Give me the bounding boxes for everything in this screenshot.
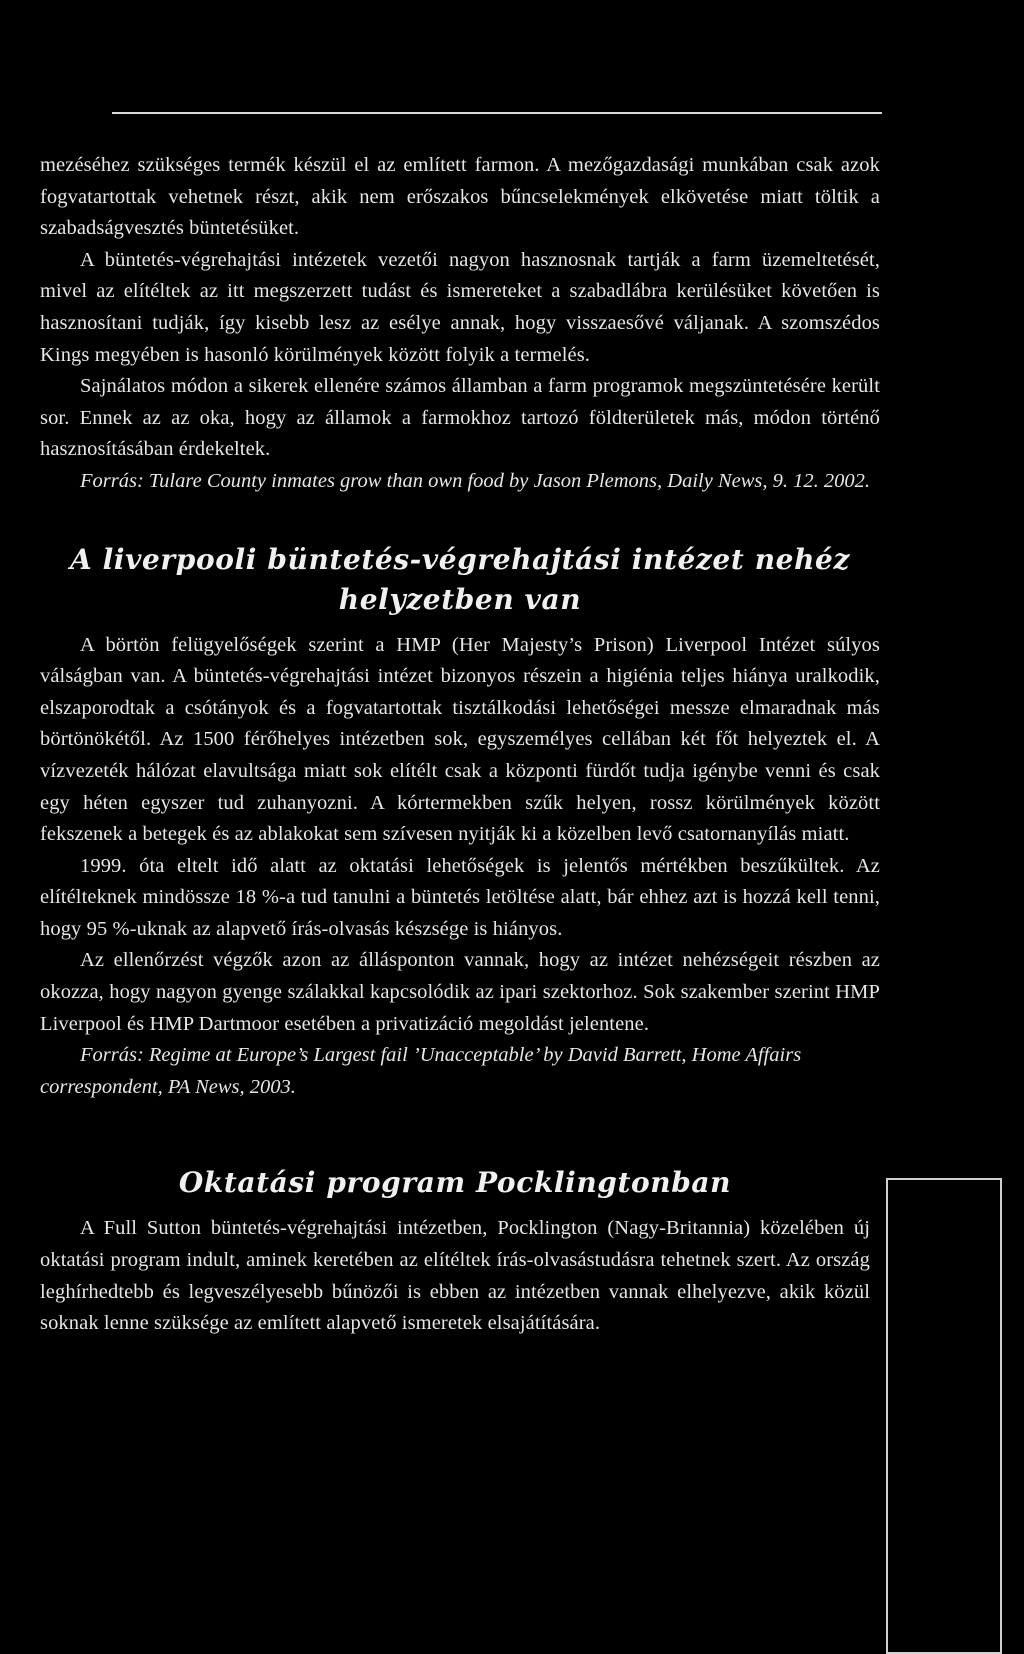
article-pocklington: [40, 1163, 870, 1339]
paragraph: Az ellenőrzést végzők azon az állásponton vannak, hogy az intézet nehézségeit részben az okozza, hogy nagyon gyenge szálakkal kapcsolódik az ipari szektorhoz. Sok szakember szerint HMP Liverpool és HMP Dartmoor esetében a privatizáció megoldást jelentene.: [40, 949, 880, 1035]
article-liverpool: [40, 540, 880, 1104]
article-title: Oktatási program Pocklingtonban: [178, 1166, 732, 1200]
top-rule: [112, 112, 882, 114]
paragraph: A börtön felügyelőségek szerint a HMP (Her Majesty’s Prison) Liverpool Intézet súlyos válságban van. A büntetés-végrehajtási intézet bizonyos részein a higiénia teljes hiánya uralkodik, elszaporodtak a csótányok és a fogvatartottak tisztálkodási lehetőségei messze elmaradnak más börtönökétől. Az 1500 férőhelyes intézetben sok, egyszemélyes cellában két főt helyeztek el. A vízvezeték hálózat elavultsága miatt sok elítélt csak a központi fürdőt tudja igénybe venni és csak egy héten egyszer tud zuhanyozni. A kórtermekben szűk helyen, rossz körülmények között fekszenek a betegek és az ablakokat sem szívesen nyitják ki a közelben levő csatornanyílás miatt.: [40, 633, 880, 846]
paragraph: A büntetés-végrehajtási intézetek vezetői nagyon hasznosnak tartják a farm üzemeltetését, mivel az elítéltek az itt megszerzett tudást és ismereteket a szabadlábra kerülésüket követően is hasznosítani tudják, így kisebb lesz az esélye annak, hogy visszaesővé váljanak. A szomszédos Kings megyében is hasonló körülmények között folyik a termelés.: [40, 248, 880, 366]
article-farm: [40, 150, 880, 498]
paragraph: Sajnálatos módon a sikerek ellenére számos államban a farm programok megszüntetésére került sor. Ennek az az oka, hogy az államok a farmokhoz tartozó földterületek más, módon történő hasznosításában érdekeltek.: [40, 375, 880, 461]
document-page: [40, 150, 880, 1340]
article-title: A liverpooli büntetés-végrehajtási intézet nehéz helyzetben van: [70, 542, 850, 616]
paragraph: mezéséhez szükséges termék készül el az említett farmon. A mezőgazdasági munkában csak azok fogvatartottak vehetnek részt, akik nem erőszakos bűncselekmények elkövetése miatt töltik a szabadságvesztés büntetésüket.: [40, 154, 880, 240]
source-citation: Forrás: Regime at Europe’s Largest fail ’Unacceptable’ by David Barrett, Home Affairs correspondent, PA News, 2003.: [40, 1044, 802, 1098]
paragraph: A Full Sutton büntetés-végrehajtási intézetben, Pocklington (Nagy-Britannia) közelében új oktatási program indult, aminek keretében az elítéltek írás-olvasástudásra tehetnek szert. Az ország leghírhedtebb és legveszélyesebb bűnözői is ebben az intézetben vannak elhelyezve, akik közül soknak lenne szüksége az említett alapvető ismeretek elsajátítására.: [40, 1217, 870, 1335]
paragraph: 1999. óta eltelt idő alatt az oktatási lehetőségek is jelentős mértékben beszűkültek. Az elítélteknek mindössze 18 %-a tud tanulni a büntetés letöltése alatt, bár ehhez azt is hozzá kell tenni, hogy 95 %-uknak az alapvető írás-olvasás készsége is hiányos.: [40, 854, 880, 940]
side-box-frame: [886, 1178, 1002, 1654]
source-citation: Forrás: Tulare County inmates grow than own food by Jason Plemons, Daily News, 9. 12. 2002.: [80, 469, 871, 492]
